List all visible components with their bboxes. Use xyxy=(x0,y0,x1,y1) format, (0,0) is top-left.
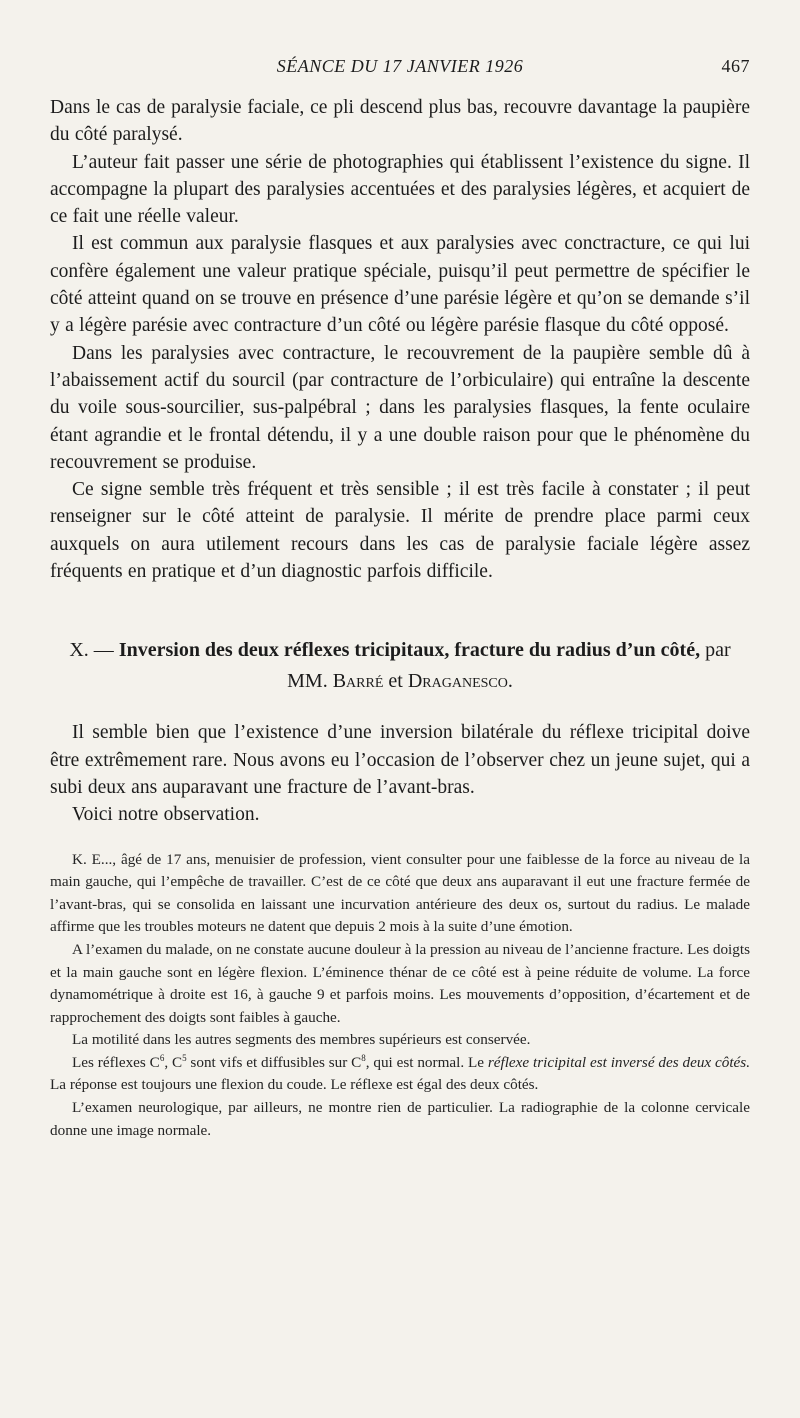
paragraph: L’auteur fait passer une série de photographies qui établissent l’existence du signe. Il accompagne la plupart des paralysies accentuées et des paralysies légères, et acquiert de ce fait une réelle valeur. xyxy=(50,151,750,228)
text-run: , C xyxy=(164,1053,183,1071)
superscript: 8 xyxy=(361,1052,366,1063)
running-head xyxy=(50,56,750,86)
paragraph: Il est commun aux paralysie flasques et aux paralysies avec conctracture, ce qui lui confère également une valeur pratique spéciale, puisqu’il peut permettre de spécifier le côté atteint quand on se trouve en présence d’une parésie légère et qu’on se demande s’il y a légère parésie avec contracture d’un côté ou légère parésie flasque du côté opposé. xyxy=(50,233,751,337)
page-number: 467 xyxy=(721,56,750,76)
section-number: X. — xyxy=(69,639,114,662)
text-run: , qui est normal. Le xyxy=(365,1053,488,1071)
observation-paragraph: K. E..., âgé de 17 ans, menuisier de profession, vient consulter pour une faiblesse de la force au niveau de la main gauche, qui l’empêche de travailler. C’est de ce côté que deux ans auparavant il eut une fracture fermée de l’avant-bras, qui se consolida en laissant une incurvation antérieure des deux os, surtout du radius. Le malade affirme que les troubles moteurs ne datent que depuis 2 mois à la suite d’une émotion. xyxy=(50,850,750,936)
paragraph: Dans les paralysies avec contracture, le recouvrement de la paupière semble dû à l’abaissement actif du sourcil (par contracture de l’orbiculaire) qui entraîne la descente du voile sous-sourcilier, sus-palpébral ; dans les paralysies flasques, la fente oculaire étant agrandie et le frontal détendu, il y a une double raison pour que le phénomène du recouvrement se produise. xyxy=(50,342,750,473)
section-title: Inversion des deux réflexes tricipitaux, fracture du radius d’un côté, xyxy=(118,639,701,662)
authors-prefix: par MM. xyxy=(287,639,731,693)
authors-conjunction: et xyxy=(388,670,403,693)
observation-paragraph: A l’examen du malade, on ne constate aucune douleur à la pression au niveau de l’ancienne fracture. Les doigts et la main gauche sont en légère flexion. L’éminence thénar de ce côté est à peine réduite de volume. La force dynamométrique à droite est 16, à gauche 9 et parfois moins. Les mouvements d’opposition, d’écartement et de rapprochement des doigts sont faibles à gauche. xyxy=(50,940,750,1026)
superscript: 5 xyxy=(182,1052,187,1063)
text-run: Les réflexes C xyxy=(72,1053,160,1071)
paragraph: Ce signe semble très fréquent et très sensible ; il est très facile à constater ; il peut renseigner sur le côté atteint de paralysie. Il mérite de prendre place parmi ceux auxquels on aura utilement recours dans les cas de paralysie faciale légère assez fréquents en pratique et d’un diagnostic parfois difficile. xyxy=(50,479,750,583)
clinical-observation xyxy=(50,849,750,1143)
text-run: La réponse est toujours une flexion du coude. Le réflexe est égal des deux côtés. xyxy=(50,1076,539,1094)
running-title: SÉANCE DU 17 JANVIER 1926 xyxy=(276,56,524,76)
page xyxy=(50,56,750,1142)
observation-paragraph: La motilité dans les autres segments des membres supérieurs est conservée. xyxy=(72,1031,531,1049)
paragraph: Il semble bien que l’existence d’une inversion bilatérale du réflexe tricipital doive être extrêmement rare. Nous avons eu l’occasion de l’observer chez un jeune sujet, qui a subi deux ans auparavant une fracture de l’avant-bras. xyxy=(50,722,750,798)
observation-paragraph: L’examen neurologique, par ailleurs, ne montre rien de particulier. La radiographie de la colonne cervicale donne une image normale. xyxy=(50,1099,750,1139)
section-heading xyxy=(50,635,750,697)
paragraph: Dans le cas de paralysie faciale, ce pli descend plus bas, recouvre davantage la paupière du côté paralysé. xyxy=(50,97,750,146)
superscript: 6 xyxy=(159,1052,165,1063)
observation-paragraph-reflexes xyxy=(50,1052,750,1097)
body-text xyxy=(50,94,750,585)
author-draganesco: Draganesco. xyxy=(407,670,513,693)
emphasis-text: réflexe tricipital est inversé des deux côtés. xyxy=(487,1053,750,1071)
author-barre: Barré xyxy=(332,670,384,693)
text-run: sont vifs et diffusibles sur C xyxy=(186,1053,362,1071)
section-body xyxy=(50,719,750,828)
paragraph: Voici notre observation. xyxy=(72,804,260,826)
